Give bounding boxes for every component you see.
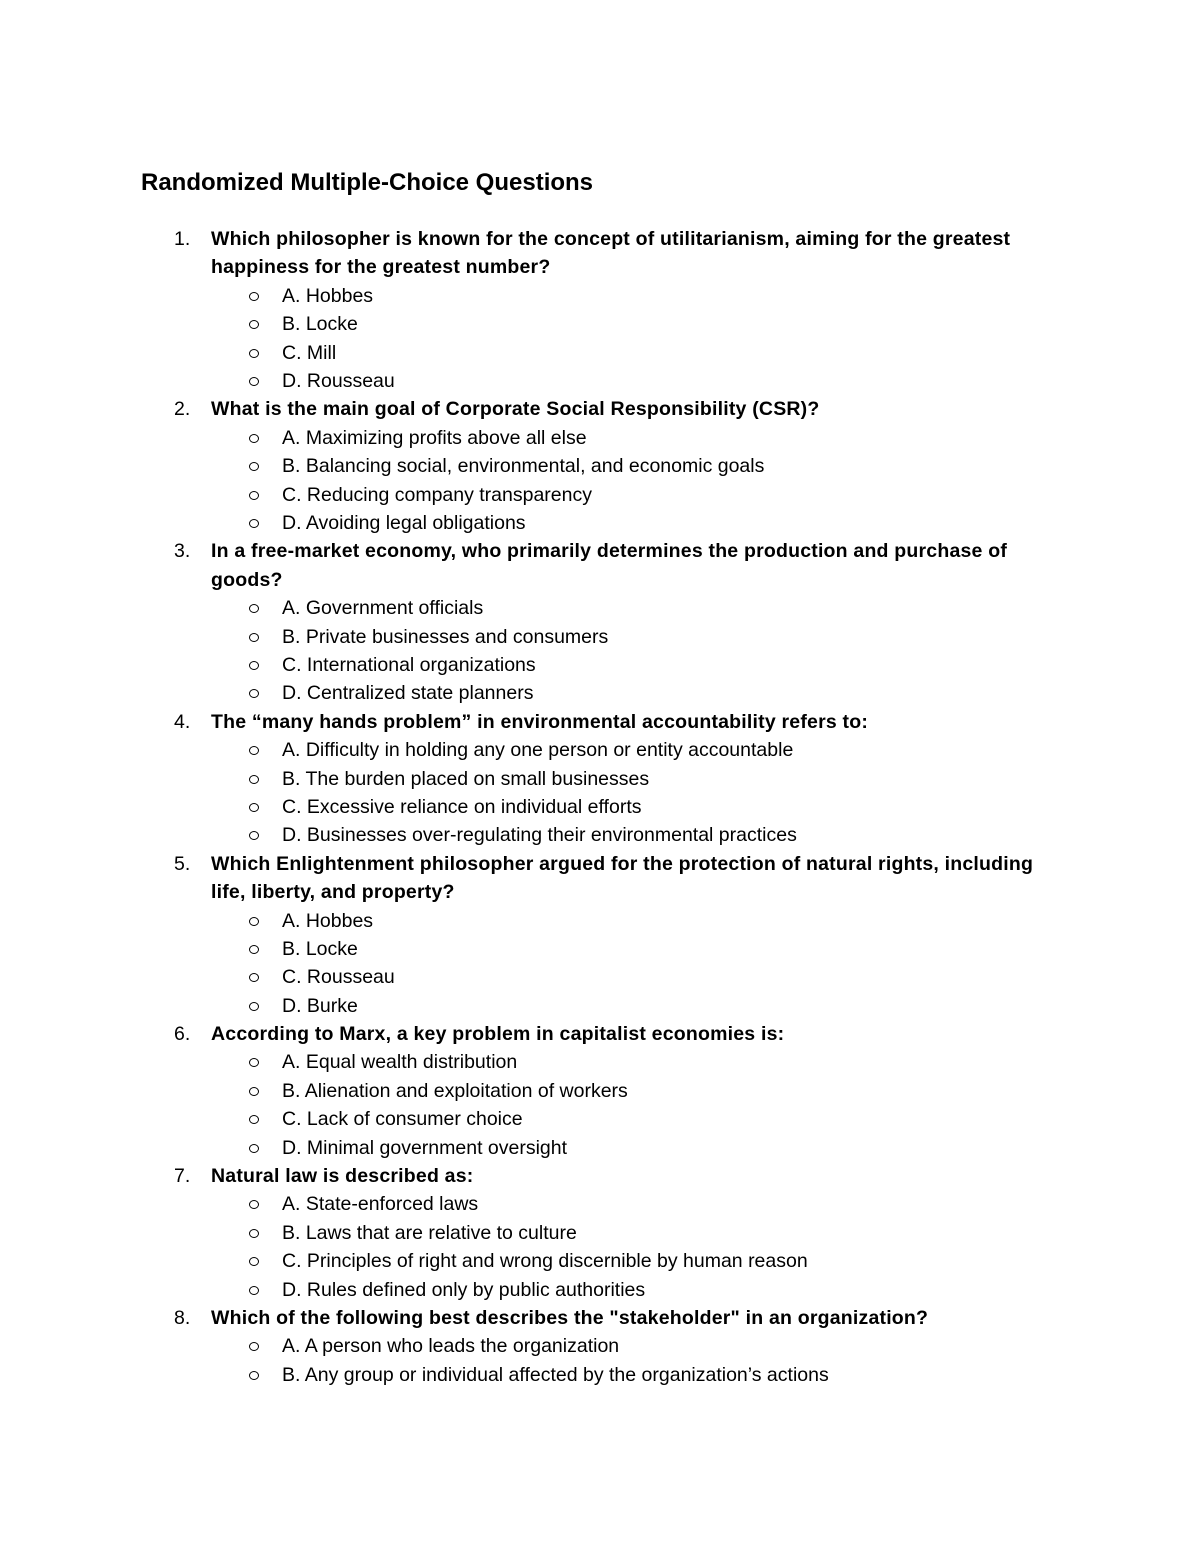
question-item — [0, 537, 1200, 707]
option-text: D. Centralized state planners — [282, 682, 534, 705]
option-list — [0, 1190, 1200, 1304]
option-item — [0, 339, 1200, 367]
option-text: B. The burden placed on small businesses — [282, 767, 650, 790]
option-item — [0, 424, 1200, 452]
hollow-circle-bullet-icon — [249, 831, 259, 840]
option-item — [0, 623, 1200, 651]
hollow-circle-bullet-icon — [249, 1342, 259, 1351]
option-text: B. Balancing social, environmental, and economic goals — [282, 455, 765, 478]
option-text: C. Mill — [282, 341, 337, 364]
option-item — [0, 963, 1200, 991]
question-item — [0, 1020, 1200, 1162]
question-text: In a free-market economy, who primarily determines the production and purchase of goods? — [211, 540, 1008, 591]
option-item — [0, 765, 1200, 793]
question-item — [0, 850, 1200, 1020]
option-text: A. State-enforced laws — [282, 1193, 479, 1216]
question-text: According to Marx, a key problem in capitalist economies is: — [211, 1023, 785, 1046]
hollow-circle-bullet-icon — [249, 292, 259, 301]
hollow-circle-bullet-icon — [249, 1002, 259, 1011]
hollow-circle-bullet-icon — [249, 519, 259, 528]
question-text: Which of the following best describes the "stakeholder" in an organization? — [211, 1307, 929, 1329]
hollow-circle-bullet-icon — [249, 434, 259, 443]
hollow-circle-bullet-icon — [249, 633, 259, 642]
option-item — [0, 992, 1200, 1020]
option-text: B. Any group or individual affected by the organization’s actions — [282, 1363, 829, 1386]
option-text: A. Equal wealth distribution — [282, 1051, 518, 1074]
option-text: B. Private businesses and consumers — [282, 625, 609, 648]
option-text: A. Hobbes — [282, 909, 374, 932]
hollow-circle-bullet-icon — [249, 1229, 259, 1238]
question-item — [0, 1304, 1200, 1389]
hollow-circle-bullet-icon — [249, 604, 259, 613]
option-text: C. Reducing company transparency — [282, 483, 592, 506]
option-item — [0, 1048, 1200, 1076]
hollow-circle-bullet-icon — [249, 1371, 259, 1380]
hollow-circle-bullet-icon — [249, 917, 259, 926]
option-text: D. Rousseau — [282, 369, 395, 392]
option-list — [0, 736, 1200, 850]
option-item — [0, 793, 1200, 821]
option-text: B. Locke — [282, 313, 358, 336]
hollow-circle-bullet-icon — [249, 803, 259, 812]
option-item — [0, 736, 1200, 764]
option-text: D. Rules defined only by public authorities — [282, 1278, 646, 1301]
hollow-circle-bullet-icon — [249, 689, 259, 698]
option-item — [0, 679, 1200, 707]
option-text: A. A person who leads the organization — [282, 1335, 620, 1358]
hollow-circle-bullet-icon — [249, 775, 259, 784]
option-text: C. Lack of consumer choice — [282, 1108, 523, 1131]
option-text: D. Businesses over-regulating their environmental practices — [282, 824, 797, 847]
option-text: B. Alienation and exploitation of workers — [282, 1079, 628, 1102]
hollow-circle-bullet-icon — [249, 973, 259, 982]
option-item — [0, 1332, 1200, 1360]
option-text: C. Excessive reliance on individual efforts — [282, 795, 642, 818]
option-item — [0, 594, 1200, 622]
hollow-circle-bullet-icon — [249, 349, 259, 358]
hollow-circle-bullet-icon — [249, 661, 259, 670]
option-item — [0, 1190, 1200, 1218]
option-item — [0, 821, 1200, 849]
hollow-circle-bullet-icon — [249, 491, 259, 500]
option-text: D. Minimal government oversight — [282, 1136, 568, 1159]
option-item — [0, 1219, 1200, 1247]
option-item — [0, 282, 1200, 310]
option-text: C. International organizations — [282, 653, 536, 676]
hollow-circle-bullet-icon — [249, 746, 259, 755]
question-number: 3. — [174, 540, 191, 563]
question-text: Which philosopher is known for the concept of utilitarianism, aiming for the greatest happiness for the greatest number? — [211, 228, 1011, 279]
option-item — [0, 651, 1200, 679]
question-number: 2. — [174, 398, 191, 421]
hollow-circle-bullet-icon — [249, 1115, 259, 1124]
question-list — [0, 225, 1200, 1389]
question-text: The “many hands problem” in environmental accountability refers to: — [211, 710, 869, 733]
question-item — [0, 708, 1200, 850]
option-text: A. Maximizing profits above all else — [282, 426, 587, 449]
question-number: 4. — [174, 710, 191, 733]
hollow-circle-bullet-icon — [249, 1087, 259, 1096]
option-text: D. Burke — [282, 994, 358, 1017]
hollow-circle-bullet-icon — [249, 1200, 259, 1209]
option-text: B. Laws that are relative to culture — [282, 1221, 577, 1244]
option-item — [0, 1105, 1200, 1133]
question-text: What is the main goal of Corporate Social Responsibility (CSR)? — [211, 398, 820, 421]
option-item — [0, 1361, 1200, 1389]
page-title: Randomized Multiple-Choice Questions — [141, 169, 594, 196]
hollow-circle-bullet-icon — [249, 1286, 259, 1295]
option-list — [0, 1332, 1200, 1389]
question-number: 8. — [174, 1307, 191, 1329]
question-item — [0, 225, 1200, 395]
question-number: 6. — [174, 1023, 191, 1046]
option-item — [0, 907, 1200, 935]
question-item — [0, 1162, 1200, 1304]
hollow-circle-bullet-icon — [249, 462, 259, 471]
option-text: D. Avoiding legal obligations — [282, 511, 526, 534]
option-list — [0, 424, 1200, 538]
option-item — [0, 1134, 1200, 1162]
hollow-circle-bullet-icon — [249, 1144, 259, 1153]
question-number: 5. — [174, 852, 191, 875]
hollow-circle-bullet-icon — [249, 945, 259, 954]
hollow-circle-bullet-icon — [249, 320, 259, 329]
option-list — [0, 907, 1200, 1021]
hollow-circle-bullet-icon — [249, 1257, 259, 1266]
option-item — [0, 452, 1200, 480]
option-item — [0, 1077, 1200, 1105]
option-text: B. Locke — [282, 937, 358, 960]
question-number: 1. — [174, 228, 191, 250]
option-item — [0, 509, 1200, 537]
option-text: A. Government officials — [282, 597, 484, 620]
option-list — [0, 1048, 1200, 1162]
option-text: C. Rousseau — [282, 966, 395, 989]
question-text: Which Enlightenment philosopher argued for the protection of natural rights, including life, liberty, and property? — [211, 852, 1034, 904]
option-text: C. Principles of right and wrong discernible by human reason — [282, 1250, 808, 1273]
question-text: Natural law is described as: — [211, 1165, 474, 1188]
option-item — [0, 481, 1200, 509]
option-text: A. Difficulty in holding any one person or entity accountable — [282, 739, 794, 762]
option-list — [0, 282, 1200, 396]
option-item — [0, 1247, 1200, 1275]
question-item — [0, 395, 1200, 537]
option-item — [0, 935, 1200, 963]
hollow-circle-bullet-icon — [249, 377, 259, 386]
option-item — [0, 310, 1200, 338]
option-text: A. Hobbes — [282, 284, 374, 307]
option-item — [0, 367, 1200, 395]
hollow-circle-bullet-icon — [249, 1058, 259, 1067]
question-number: 7. — [174, 1165, 191, 1188]
option-item — [0, 1276, 1200, 1304]
option-list — [0, 594, 1200, 708]
